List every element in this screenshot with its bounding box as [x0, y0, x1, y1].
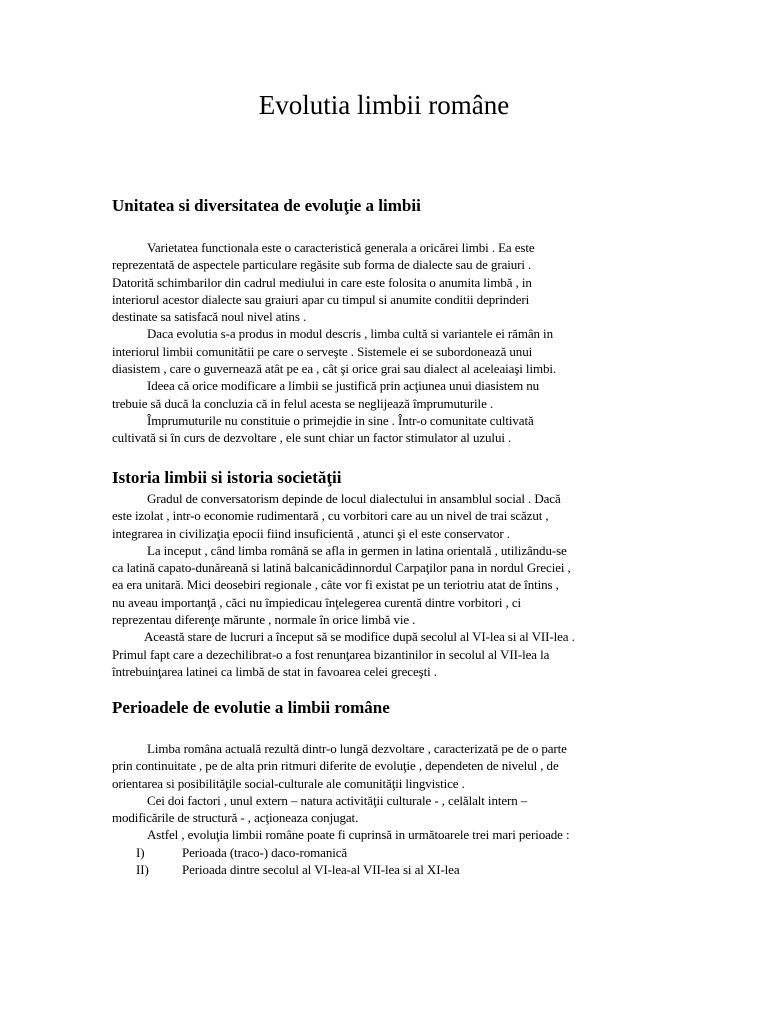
paragraph-line: Limba româna actuală rezultă dintr-o lungă dezvoltare , caracterizată pe de o parte [147, 741, 567, 756]
paragraph-line: nu aveau importanţă , căci nu împiedicau înţelegerea curentă dintre vorbitori , ci [112, 594, 522, 610]
list-text: Perioada (traco-) daco-romanică [182, 844, 348, 860]
paragraph-line: Ideea că orice modificare a limbii se justifică prin acţiunea unui diasistem nu [147, 378, 540, 394]
section-heading-unitatea: Unitatea si diversitatea de evoluţie a limbii [112, 196, 421, 215]
paragraph-line: Primul fapt care a dezechilibrat-o a fost renunţarea bizantinilor in secolul al VII-lea la [112, 646, 550, 662]
paragraph-line: diasistem , care o guvernează atât pe ea , cât şi orice grai sau dialect al aceleaiaşi limbi. [112, 361, 557, 377]
paragraph-line: prin continuitate , pe de alta prin ritmuri diferite de evoluţie , dependeten de nivelul , de [112, 758, 559, 774]
paragraph-line: este izolat , intr-o economie rudimentară , cu vorbitori care au un nivel de trai scăzut , [112, 508, 549, 524]
list-text: Perioada dintre secolul al VI-lea-al VII-lea si al XI-lea [182, 862, 460, 878]
paragraph-line: reprezentau diferenţe mărunte , normale în orice limbă vie . [112, 612, 416, 628]
paragraph-line: interiorul acestor dialecte sau graiuri apar cu timpul si anumite conditii deprinderi [112, 291, 530, 307]
paragraph-line: Varietatea functionala este o caracteristică generala a oricărei limbi . Ea este [147, 240, 535, 255]
section-body-unitatea [112, 239, 660, 447]
paragraph-line: orientarea si posibilităţile social-culturale ale comunităţii lingvistice . [112, 775, 465, 791]
paragraph-line: Astfel , evoluţia limbii române poate fi cuprinsă in următoarele trei mari perioade : [147, 827, 570, 843]
paragraph-line: interiorul limbii comunitătii pe care o serveşte . Sistemele ei se subordonează unui [112, 343, 533, 359]
paragraph-line: ca latină capato-dunăreană si latină balcanicădinnordul Carpaţilor pana in nordul Greciei , [112, 560, 571, 576]
section-body-perioadele [112, 740, 660, 878]
paragraph-line: integrarea in civilizaţia epocii fiind insuficientă , atunci şi el este conservator . [112, 525, 510, 541]
paragraph-line: întrebuinţarea latinei ca limbă de stat in favoarea celei greceşti . [112, 663, 437, 679]
paragraph-line: cultivată si în curs de dezvoltare , ele sunt chiar un factor stimulator al uzului . [112, 430, 512, 446]
paragraph-line: Daca evolutia s-a produs in modul descris , limba cultă si variantele ei rămân in [147, 326, 553, 342]
section-body-istoria [112, 490, 660, 680]
list-item [112, 861, 660, 878]
list-number: II) [136, 862, 149, 878]
paragraph-line: destinate sa satisfacă noul nivel atins . [112, 309, 307, 325]
document-title: Evolutia limbii române [258, 90, 510, 120]
section-heading-perioadele: Perioadele de evolutie a limbii române [112, 698, 390, 717]
paragraph-line: Datorită schimbarilor din cadrul mediului in care este folosita o anumita limbă , in [112, 274, 532, 290]
paragraph-line: reprezentată de aspectele particulare regăsite sub forma de dialecte sau de graiuri . [112, 257, 532, 273]
list-item [112, 844, 660, 861]
paragraph-line: ea era unitară. Mici deosebiri regionale , câte vor fi existat pe un teriotriu atat de întins , [112, 577, 559, 593]
section-heading-istoria: Istoria limbii si istoria societăţii [112, 468, 342, 487]
list-number: I) [136, 844, 145, 860]
paragraph-line: trebuie să ducă la concluzia că in felul acesta se neglijează împrumuturile . [112, 395, 494, 411]
paragraph-line: Cei doi factori , unul extern – natura activităţii culturale - , celălalt intern – [147, 792, 528, 808]
paragraph-line: Împrumuturile nu constituie o primejdie in sine . Într-o comunitate cultivată [147, 412, 534, 428]
paragraph-line: Această stare de lucruri a început să se modifice după secolul al VI-lea si al VII-lea . [144, 629, 575, 645]
paragraph-line: modificările de structură - , acţioneaza conjugat. [112, 810, 359, 826]
paragraph-line: Gradul de conversatorism depinde de locul dialectului in ansamblul social . Dacă [147, 491, 561, 506]
paragraph-line: La inceput , când limba română se afla in germen in latina orientală , utilizându-se [147, 542, 567, 558]
